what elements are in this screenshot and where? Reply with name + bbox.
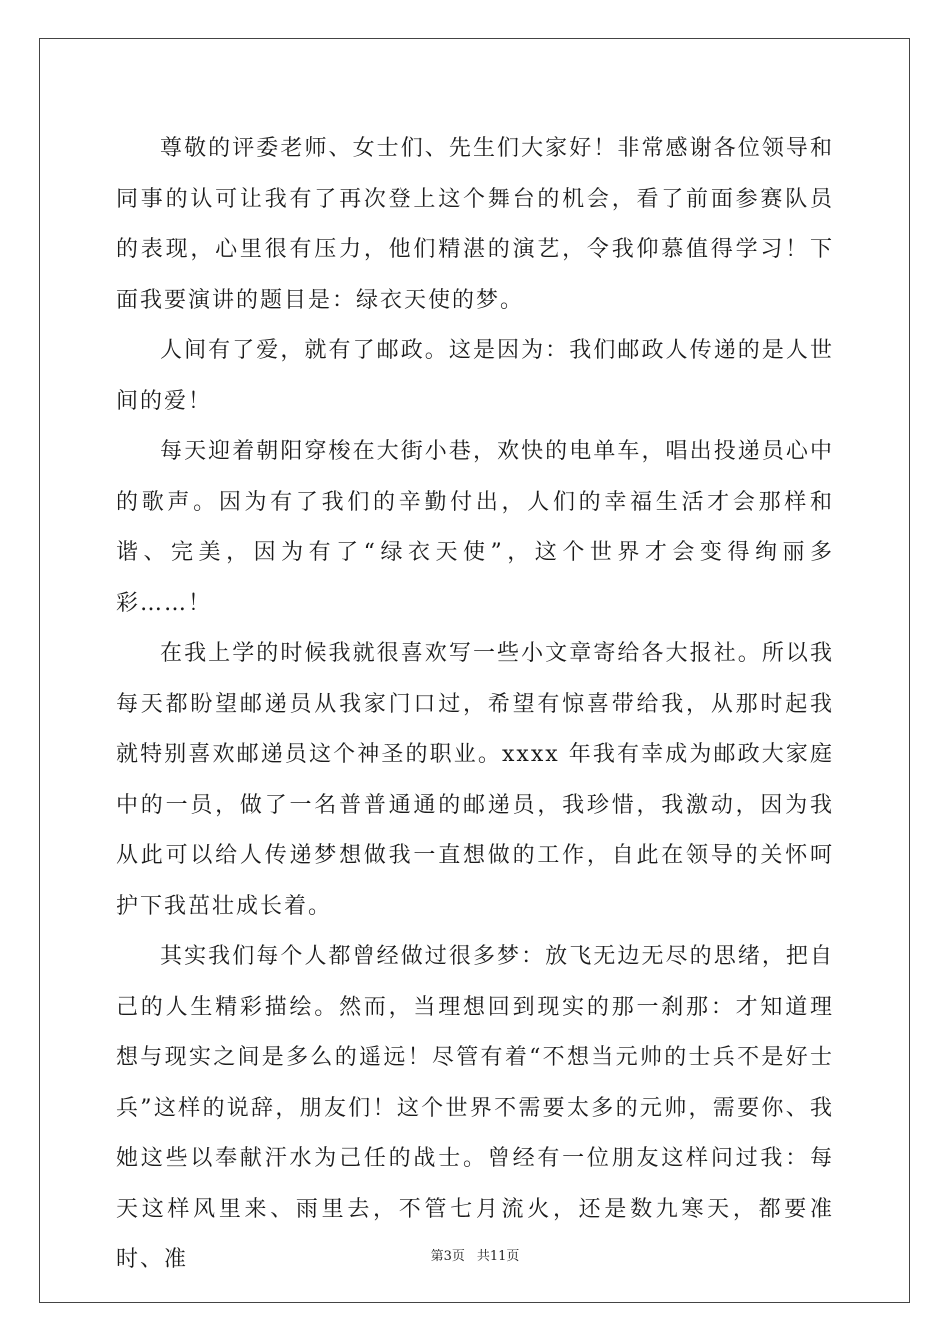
page-footer	[0, 1245, 950, 1264]
page-number: 第3页	[430, 1249, 465, 1264]
document-body	[116, 124, 834, 1286]
paragraph: 在我上学的时候我就很喜欢写一些小文章寄给各大报社。所以我每天都盼望邮递员从我家门口过，希望有惊喜带给我，从那时起我就特别喜欢邮递员这个神圣的职业。xxxx 年我有幸成为邮政大家庭中的一员，做了一名普普通通的邮递员，我珍惜，我激动，因为我从此可以给人传递梦想做我一直想做的工作，自此在领导的关怀呵护下我茁壮成长着。	[116, 641, 834, 919]
paragraph: 尊敬的评委老师、女士们、先生们大家好！非常感谢各位领导和同事的认可让我有了再次登上这个舞台的机会，看了前面参赛队员的表现，心里很有压力，他们精湛的演艺，令我仰慕值得学习！下面我要演讲的题目是：绿衣天使的梦。	[116, 136, 834, 313]
paragraph: 每天迎着朝阳穿梭在大街小巷，欢快的电单车，唱出投递员心中的歌声。因为有了我们的辛勤付出，人们的幸福生活才会那样和谐、完美，因为有了“绿衣天使”，这个世界才会变得绚丽多彩……！	[116, 439, 834, 616]
paragraph: 人间有了爱，就有了邮政。这是因为：我们邮政人传递的是人世间的爱！	[116, 338, 834, 414]
paragraph: 其实我们每个人都曾经做过很多梦：放飞无边无尽的思绪，把自己的人生精彩描绘。然而，当理想回到现实的那一刹那：才知道理想与现实之间是多么的遥远！尽管有着“不想当元帅的士兵不是好士兵”这样的说辞，朋友们！这个世界不需要太多的元帅，需要你、我她这些以奉献汗水为己任的战士。曾经有一位朋友这样问过我：每天这样风里来、雨里去，不管七月流火，还是数九寒天，都要准时、准	[116, 944, 834, 1272]
page-total: 共11页	[476, 1249, 520, 1264]
